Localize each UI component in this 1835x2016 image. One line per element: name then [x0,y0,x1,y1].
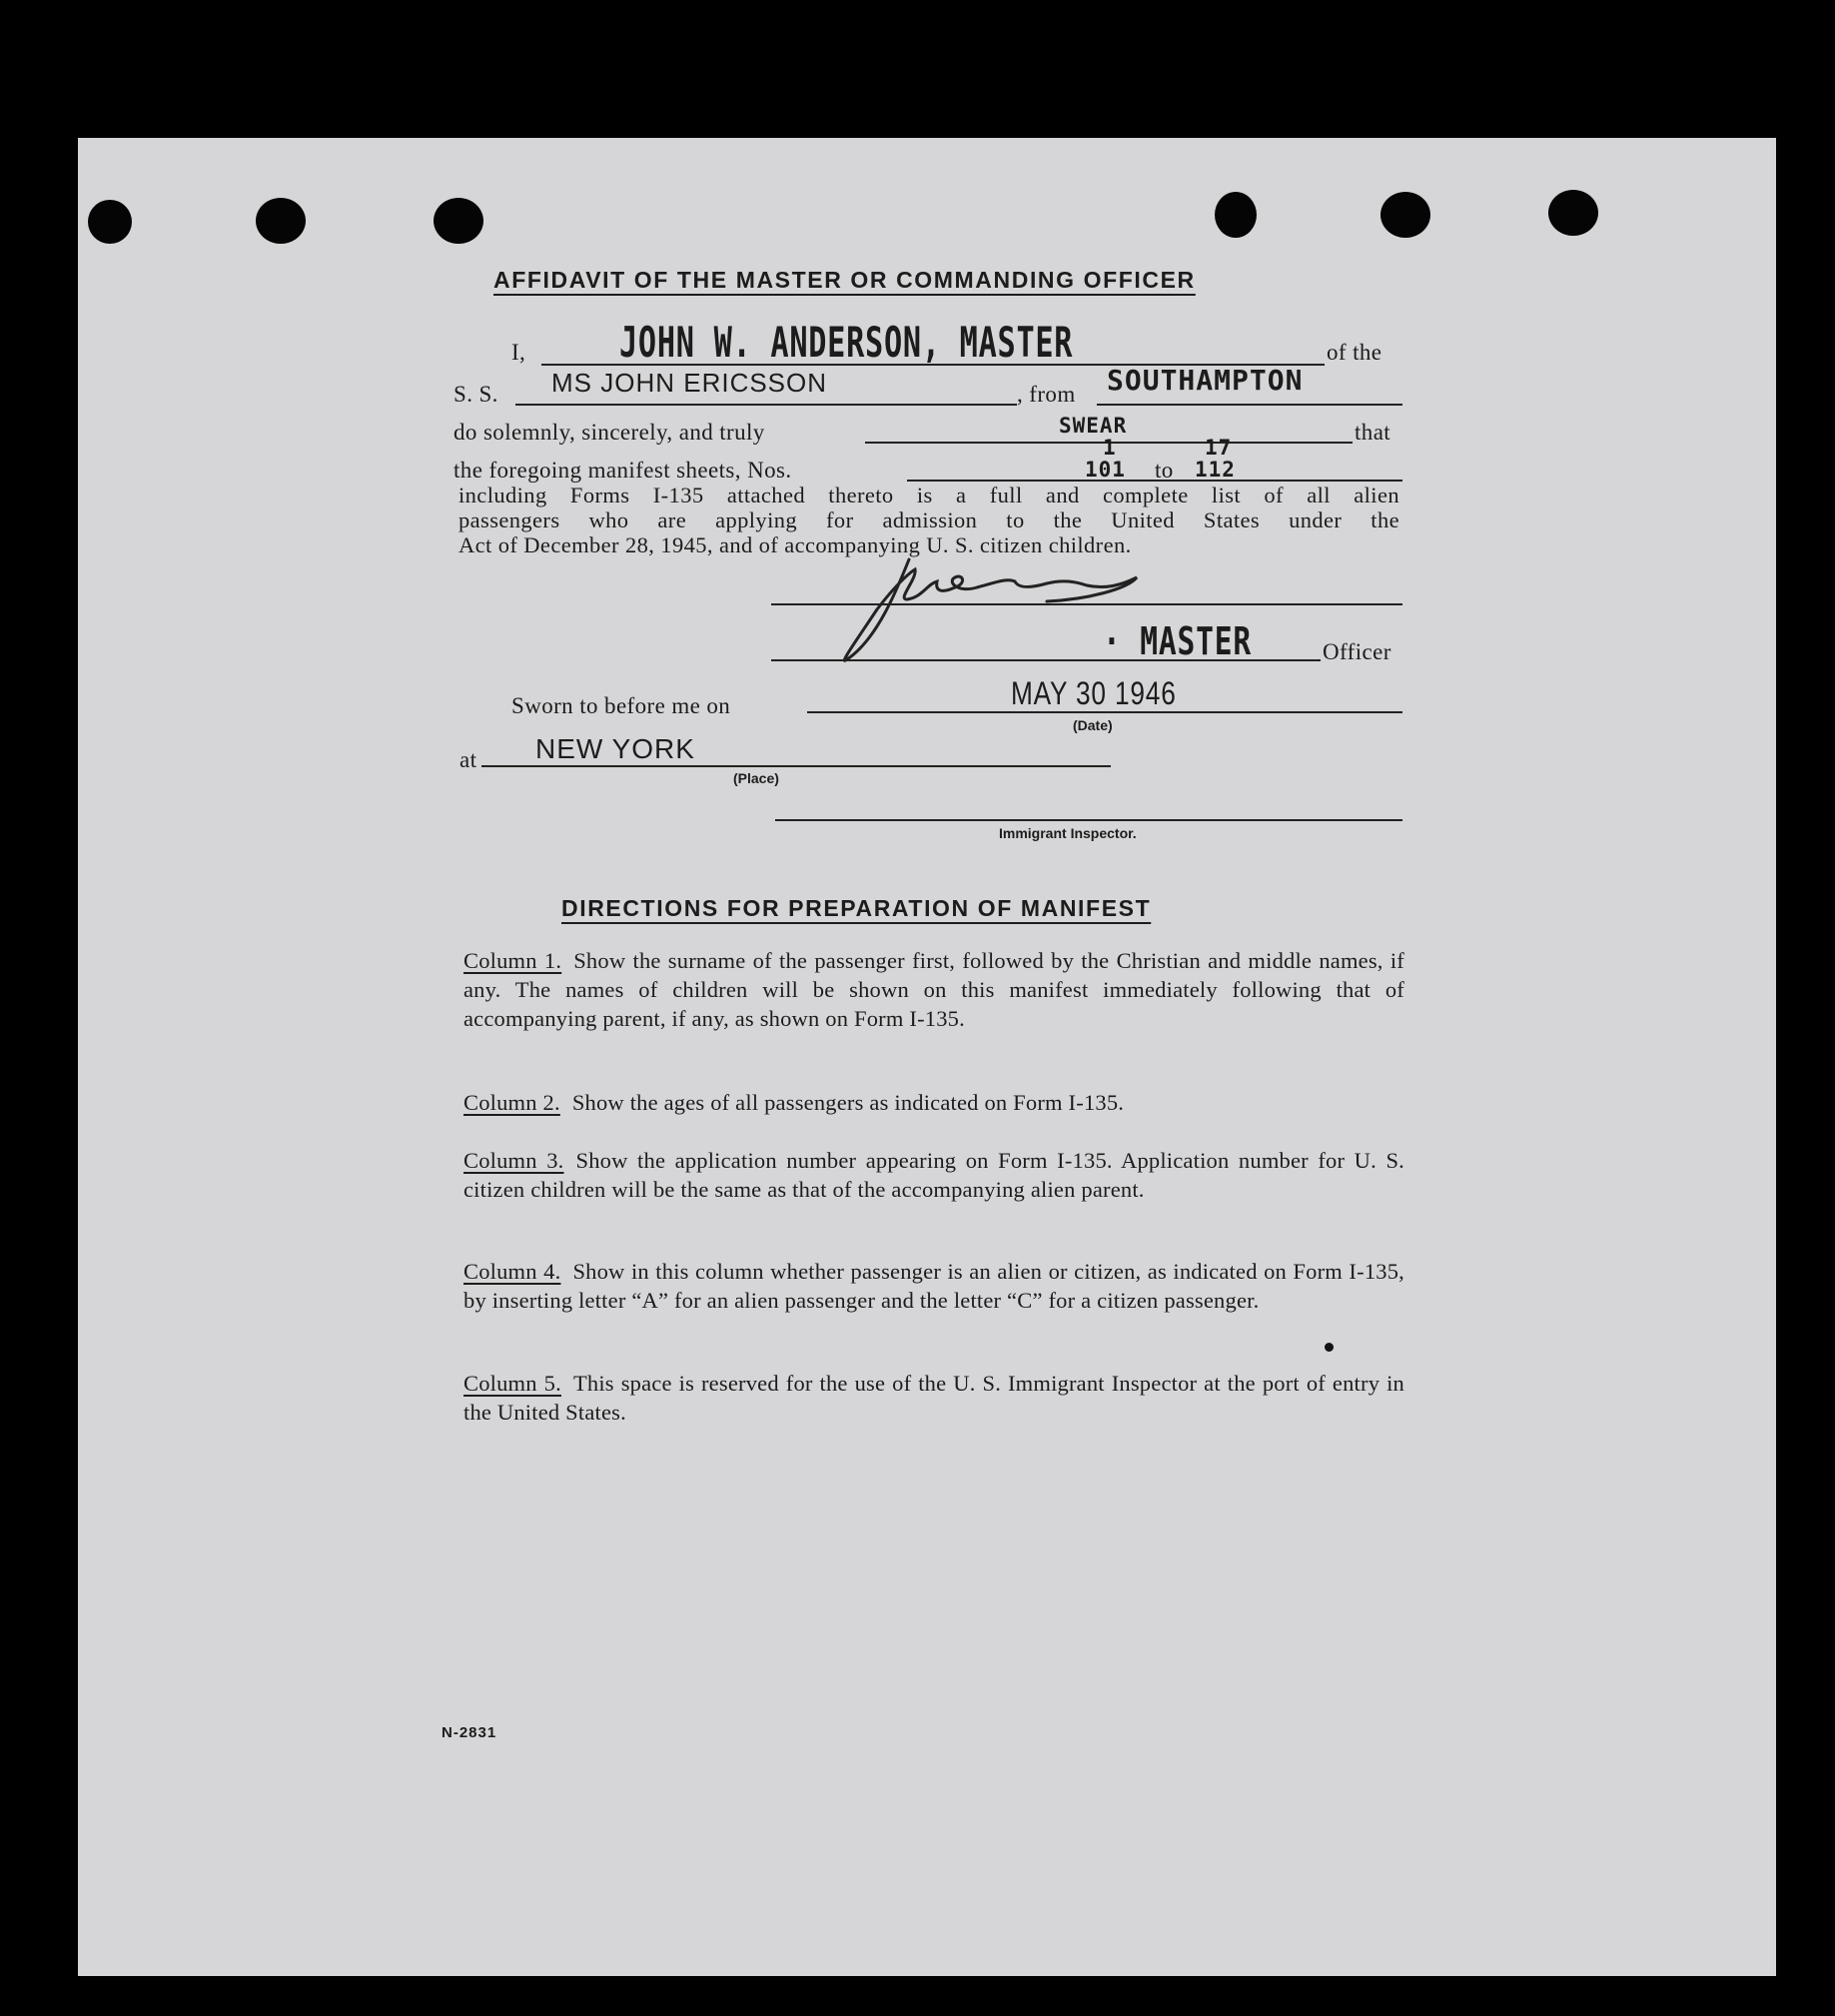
document-page [78,138,1776,1976]
vessel-line [515,404,1017,406]
sworn-place: NEW YORK [535,733,695,764]
column-text: Show the ages of all passengers as indicated on Form I-135. [571,1090,1125,1115]
column-text: Show the surname of the passenger first, followed by the Christian and middle names, if any. The names of children will be shown on this manifest immediately following that of accompanying parent, if any, as shown on Form I-135. [463,948,1405,1031]
oath-word: SWEAR [1059,414,1128,438]
direction-column-2 [463,1088,1404,1117]
sheet-from: 101 [1085,458,1126,482]
that-label: that [1355,420,1391,445]
officer-stamp: · MASTER [1103,619,1253,663]
punch-hole [256,198,306,244]
form-number: N-2831 [442,1724,497,1741]
sheet-from-top: 1 [1103,436,1117,460]
affidavit-line: passengers who are applying for admission to the United States under the [459,507,1399,532]
column-label: Column 2. [463,1090,560,1115]
punch-hole [1548,190,1598,236]
affidavit-last-line: Act of December 28, 1945, and of accompanying U. S. citizen children. [459,532,1132,557]
sheet-to-top: 17 [1205,436,1233,460]
place-caption: (Place) [733,770,779,786]
to-label: to [1155,458,1174,483]
column-label: Column 4. [463,1259,561,1284]
direction-column-3 [463,1146,1404,1204]
ss-label: S. S. [454,382,498,407]
sheet-to: 112 [1195,458,1236,482]
port-name: SOUTHAMPTON [1107,364,1304,397]
vessel-name: MS JOHN ERICSSON [551,368,828,398]
port-line [1097,404,1402,406]
direction-column-4 [463,1257,1404,1315]
of-the-label: of the [1327,340,1382,365]
from-label: , from [1017,382,1076,407]
punch-hole [88,200,132,244]
direction-column-5 [463,1369,1404,1427]
affidavit-title: AFFIDAVIT OF THE MASTER OR COMMANDING OFFICER [493,267,1196,293]
column-label: Column 5. [463,1371,561,1396]
date-caption: (Date) [1073,717,1113,733]
direction-column-1 [463,946,1404,1033]
sworn-label: Sworn to before me on [511,693,731,718]
foregoing-text: the foregoing manifest sheets, Nos. [454,458,792,483]
column-text: Show in this column whether passenger is an alien or citizen, as indicated on Form I-135, by inserting letter “A” for an alien passenger and the letter “C” for a citizen passenger. [463,1259,1404,1313]
punch-hole [1215,192,1257,238]
directions-title: DIRECTIONS FOR PREPARATION OF MANIFEST [561,895,1152,921]
punch-hole [434,198,483,244]
i-label: I, [511,340,526,365]
column-label: Column 3. [463,1148,564,1173]
affidavit-line: including Forms I-135 attached thereto is a full and complete list of all alien [459,483,1399,507]
solemnly-text: do solemnly, sincerely, and truly [454,420,765,445]
place-line [481,765,1111,767]
punch-hole [1380,192,1430,238]
inspector-line [775,819,1402,821]
column-text: Show the application number appearing on Form I-135. Application number for U. S. citizen children will be the same as that of the accompanying alien parent. [463,1148,1404,1202]
master-name: JOHN W. ANDERSON, MASTER [619,318,1074,367]
sworn-date: MAY 30 1946 [1011,675,1177,711]
officer-label: Officer [1323,639,1391,664]
inspector-caption: Immigrant Inspector. [999,825,1137,841]
column-text: This space is reserved for the use of the U. S. Immigrant Inspector at the port of entry in the United States. [463,1371,1404,1425]
speck [1325,1343,1334,1352]
at-label: at [459,747,477,772]
column-label: Column 1. [463,948,562,973]
